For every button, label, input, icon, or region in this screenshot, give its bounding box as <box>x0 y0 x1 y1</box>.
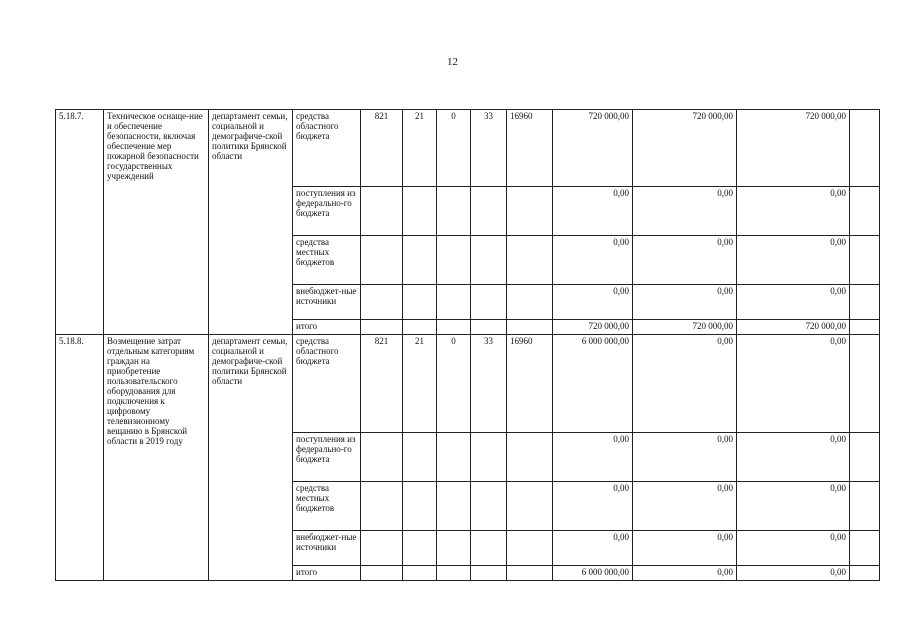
code-cell <box>507 236 553 285</box>
amount-cell: 0,00 <box>553 236 633 285</box>
empty-cell <box>850 285 880 320</box>
code-cell <box>471 433 507 482</box>
row-number: 5.18.7. <box>56 110 104 335</box>
code-cell <box>361 531 403 566</box>
code-cell <box>507 320 553 335</box>
amount-cell: 720 000,00 <box>553 110 633 187</box>
amount-cell: 6 000 000,00 <box>553 566 633 581</box>
code-cell: 33 <box>471 335 507 433</box>
code-cell <box>403 566 437 581</box>
code-cell <box>507 531 553 566</box>
code-cell <box>361 236 403 285</box>
code-cell <box>403 531 437 566</box>
amount-cell: 0,00 <box>737 531 850 566</box>
amount-cell: 0,00 <box>553 187 633 236</box>
funding-source: поступления из федерально-го бюджета <box>293 187 361 236</box>
table-row <box>56 110 880 187</box>
code-cell: 16960 <box>507 335 553 433</box>
amount-cell: 720 000,00 <box>633 320 737 335</box>
funding-source: итого <box>293 566 361 581</box>
amount-cell: 0,00 <box>633 531 737 566</box>
empty-cell <box>850 110 880 187</box>
code-cell <box>437 482 471 531</box>
amount-cell: 0,00 <box>553 531 633 566</box>
amount-cell: 720 000,00 <box>553 320 633 335</box>
code-cell <box>437 531 471 566</box>
amount-cell: 720 000,00 <box>633 110 737 187</box>
code-cell <box>507 482 553 531</box>
code-cell <box>507 285 553 320</box>
amount-cell: 720 000,00 <box>737 320 850 335</box>
amount-cell: 0,00 <box>737 566 850 581</box>
empty-cell <box>850 335 880 433</box>
funding-source: средства местных бюджетов <box>293 482 361 531</box>
amount-cell: 0,00 <box>553 285 633 320</box>
code-cell <box>507 433 553 482</box>
code-cell <box>403 433 437 482</box>
amount-cell: 0,00 <box>633 433 737 482</box>
code-cell <box>471 187 507 236</box>
code-cell <box>437 187 471 236</box>
table-row <box>56 335 880 433</box>
amount-cell: 0,00 <box>737 285 850 320</box>
funding-source: итого <box>293 320 361 335</box>
row-number: 5.18.8. <box>56 335 104 581</box>
funding-source: средства областного бюджета <box>293 110 361 187</box>
amount-cell: 0,00 <box>633 482 737 531</box>
empty-cell <box>850 433 880 482</box>
amount-cell: 0,00 <box>737 187 850 236</box>
executor: департамент семьи, социальной и демографиче-ской политики Брянской области <box>209 110 293 335</box>
code-cell <box>361 320 403 335</box>
funding-source: средства областного бюджета <box>293 335 361 433</box>
code-cell: 21 <box>403 335 437 433</box>
code-cell <box>361 433 403 482</box>
empty-cell <box>850 566 880 581</box>
funding-source: поступления из федерально-го бюджета <box>293 433 361 482</box>
code-cell <box>471 236 507 285</box>
amount-cell: 0,00 <box>737 482 850 531</box>
amount-cell: 0,00 <box>633 236 737 285</box>
code-cell <box>471 482 507 531</box>
code-cell: 821 <box>361 335 403 433</box>
code-cell <box>403 236 437 285</box>
amount-cell: 0,00 <box>553 433 633 482</box>
amount-cell: 0,00 <box>737 335 850 433</box>
code-cell <box>471 320 507 335</box>
code-cell: 0 <box>437 110 471 187</box>
code-cell <box>507 187 553 236</box>
amount-cell: 720 000,00 <box>737 110 850 187</box>
code-cell <box>437 236 471 285</box>
amount-cell: 6 000 000,00 <box>553 335 633 433</box>
amount-cell: 0,00 <box>553 482 633 531</box>
code-cell: 21 <box>403 110 437 187</box>
code-cell <box>471 566 507 581</box>
code-cell <box>403 482 437 531</box>
code-cell <box>361 187 403 236</box>
amount-cell: 0,00 <box>737 433 850 482</box>
code-cell: 33 <box>471 110 507 187</box>
page-number: 12 <box>447 56 458 68</box>
code-cell <box>403 320 437 335</box>
code-cell <box>361 482 403 531</box>
code-cell <box>437 320 471 335</box>
empty-cell <box>850 187 880 236</box>
executor: департамент семьи, социальной и демографиче-ской политики Брянской области <box>209 335 293 581</box>
amount-cell: 0,00 <box>633 285 737 320</box>
empty-cell <box>850 482 880 531</box>
code-cell: 0 <box>437 335 471 433</box>
funding-source: внебюджет-ные источники <box>293 531 361 566</box>
funding-source: средства местных бюджетов <box>293 236 361 285</box>
code-cell: 821 <box>361 110 403 187</box>
empty-cell <box>850 320 880 335</box>
amount-cell: 0,00 <box>737 236 850 285</box>
code-cell <box>403 187 437 236</box>
code-cell <box>437 285 471 320</box>
code-cell <box>471 531 507 566</box>
funding-source: внебюджет-ные источники <box>293 285 361 320</box>
amount-cell: 0,00 <box>633 335 737 433</box>
code-cell <box>437 566 471 581</box>
amount-cell: 0,00 <box>633 187 737 236</box>
empty-cell <box>850 531 880 566</box>
code-cell <box>361 285 403 320</box>
code-cell <box>361 566 403 581</box>
code-cell <box>437 433 471 482</box>
measure-name: Возмещение затрат отдельным категориям граждан на приобретение пользовательского оборудования для подключения к цифровому телевизионному вещанию в Брянской области в 2019 году <box>104 335 209 581</box>
code-cell <box>507 566 553 581</box>
code-cell <box>471 285 507 320</box>
budget-table <box>55 109 880 581</box>
measure-name: Техническое оснаще-ние и обеспечение безопасности, включая обеспечение мер пожарной безопасности государственных учреждений <box>104 110 209 335</box>
code-cell <box>403 285 437 320</box>
empty-cell <box>850 236 880 285</box>
code-cell: 16960 <box>507 110 553 187</box>
amount-cell: 0,00 <box>633 566 737 581</box>
